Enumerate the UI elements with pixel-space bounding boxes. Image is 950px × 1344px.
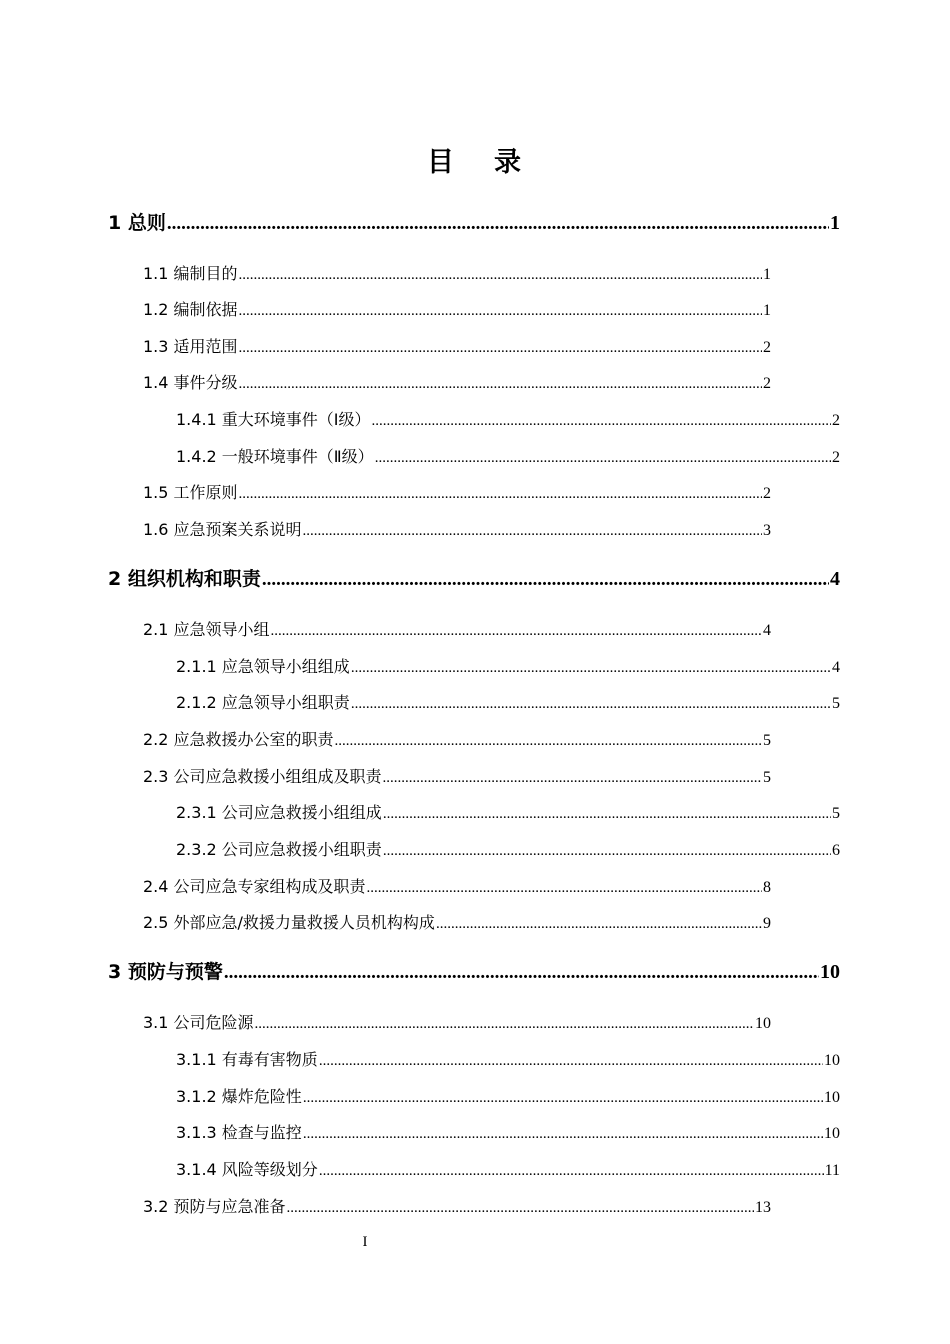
toc-title-char-2: 录 [494,147,523,178]
toc-entry-2-1-2[interactable] [176,691,840,715]
toc-entry-2-3-2[interactable] [176,838,840,862]
toc-entry-text: 2 组织机构和职责 [108,568,261,590]
toc-entry-text: 1.4.2 一般环境事件（Ⅱ级） [176,447,374,466]
toc-entry-text: 1.2 编制依据 [143,300,238,319]
toc-entry-text: 2.3 公司应急救援小组组成及职责 [143,767,382,786]
toc-entry-text: 2.1 应急领导小组 [143,620,270,639]
toc-entry-text: 2.1.1 应急领导小组组成 [176,657,350,676]
toc-entry-page: 2 [763,339,771,356]
toc-entry-text: 1.4.1 重大环境事件（Ⅰ级） [176,410,371,429]
toc-entry-2-1-1[interactable] [176,655,840,679]
toc-entry-text: 2.5 外部应急/救援力量救援人员机构构成 [143,913,435,932]
toc-entry-page: 10 [824,1125,840,1142]
toc-entry-page: 5 [832,695,840,712]
toc-entry-page: 4 [763,622,771,639]
toc-entry-text: 1.5 工作原则 [143,483,238,502]
toc-entry-2-1[interactable] [143,618,771,642]
toc-entry-text: 2.1.2 应急领导小组职责 [176,693,350,712]
toc-entry-1-5[interactable] [143,481,771,505]
toc-entry-3-1-4[interactable] [176,1158,840,1182]
toc-entry-chapter-3[interactable] [108,960,840,984]
toc-entry-page: 5 [832,805,840,822]
toc-entry-text: 3.1.2 爆炸危险性 [176,1087,302,1106]
toc-entry-text: 1 总则 [108,212,166,234]
toc-entry-text: 1.1 编制目的 [143,264,238,283]
toc-entry-page: 4 [830,568,840,590]
toc-entry-text: 3.1 公司危险源 [143,1013,254,1032]
toc-entry-page: 2 [763,375,771,392]
toc-entry-text: 2.2 应急救援办公室的职责 [143,730,334,749]
toc-entry-3-1-3[interactable] [176,1121,840,1145]
toc-entry-page: 2 [763,485,771,502]
toc-entry-3-2[interactable] [143,1195,771,1219]
toc-entry-text: 3.1.3 检查与监控 [176,1123,302,1142]
toc-entry-page: 13 [755,1199,771,1216]
toc-entry-1-3[interactable] [143,335,771,359]
toc-entry-page: 6 [832,842,840,859]
toc-entry-chapter-2[interactable] [108,567,840,591]
toc-entry-text: 2.4 公司应急专家组构成及职责 [143,877,366,896]
page-number: I [362,1234,368,1250]
toc-entry-page: 9 [763,915,771,932]
toc-entry-text: 1.6 应急预案关系说明 [143,520,302,539]
toc-entry-page: 10 [820,961,840,983]
toc-entry-1-4-2[interactable] [176,445,840,469]
toc-entry-page: 5 [763,732,771,749]
toc-entry-3-1[interactable] [143,1011,771,1035]
toc-title [0,140,950,179]
toc-entry-page: 8 [763,879,771,896]
toc-entry-text: 1.3 适用范围 [143,337,238,356]
toc-entry-1-1[interactable] [143,262,771,286]
toc-entry-page: 4 [832,659,840,676]
toc-entry-text: 1.4 事件分级 [143,373,238,392]
toc-entry-text: 3.1.1 有毒有害物质 [176,1050,318,1069]
toc-entry-1-4-1[interactable] [176,408,840,432]
toc-entry-2-3[interactable] [143,765,771,789]
toc-entry-page: 10 [755,1015,771,1032]
toc-entry-text: 3.2 预防与应急准备 [143,1197,286,1216]
toc-entry-1-2[interactable] [143,298,771,322]
toc-entry-2-2[interactable] [143,728,771,752]
toc-entry-page: 5 [763,769,771,786]
toc-entry-page: 2 [832,449,840,466]
toc-entry-page: 11 [824,1162,840,1179]
toc-entry-text: 2.3.1 公司应急救援小组组成 [176,803,382,822]
toc-entry-1-6[interactable] [143,518,771,542]
toc-entry-page: 1 [830,212,840,234]
toc-entry-1-4[interactable] [143,371,771,395]
toc-entry-page: 2 [832,412,840,429]
toc-entry-text: 3.1.4 风险等级划分 [176,1160,318,1179]
toc-entry-text: 3 预防与预警 [108,961,223,983]
toc-entry-page: 1 [763,266,771,283]
toc-entry-page: 3 [763,522,771,539]
toc-entry-2-5[interactable] [143,911,771,935]
toc-entry-chapter-1[interactable] [108,211,840,235]
toc-title-char-1: 目 [427,147,456,178]
toc-entry-text: 2.3.2 公司应急救援小组职责 [176,840,382,859]
toc-entry-2-3-1[interactable] [176,801,840,825]
toc-entry-2-4[interactable] [143,875,771,899]
toc-entry-3-1-2[interactable] [176,1085,840,1109]
toc-entry-page: 10 [824,1052,840,1069]
toc-entry-page: 10 [824,1089,840,1106]
toc-entry-3-1-1[interactable] [176,1048,840,1072]
toc-entry-page: 1 [763,302,771,319]
